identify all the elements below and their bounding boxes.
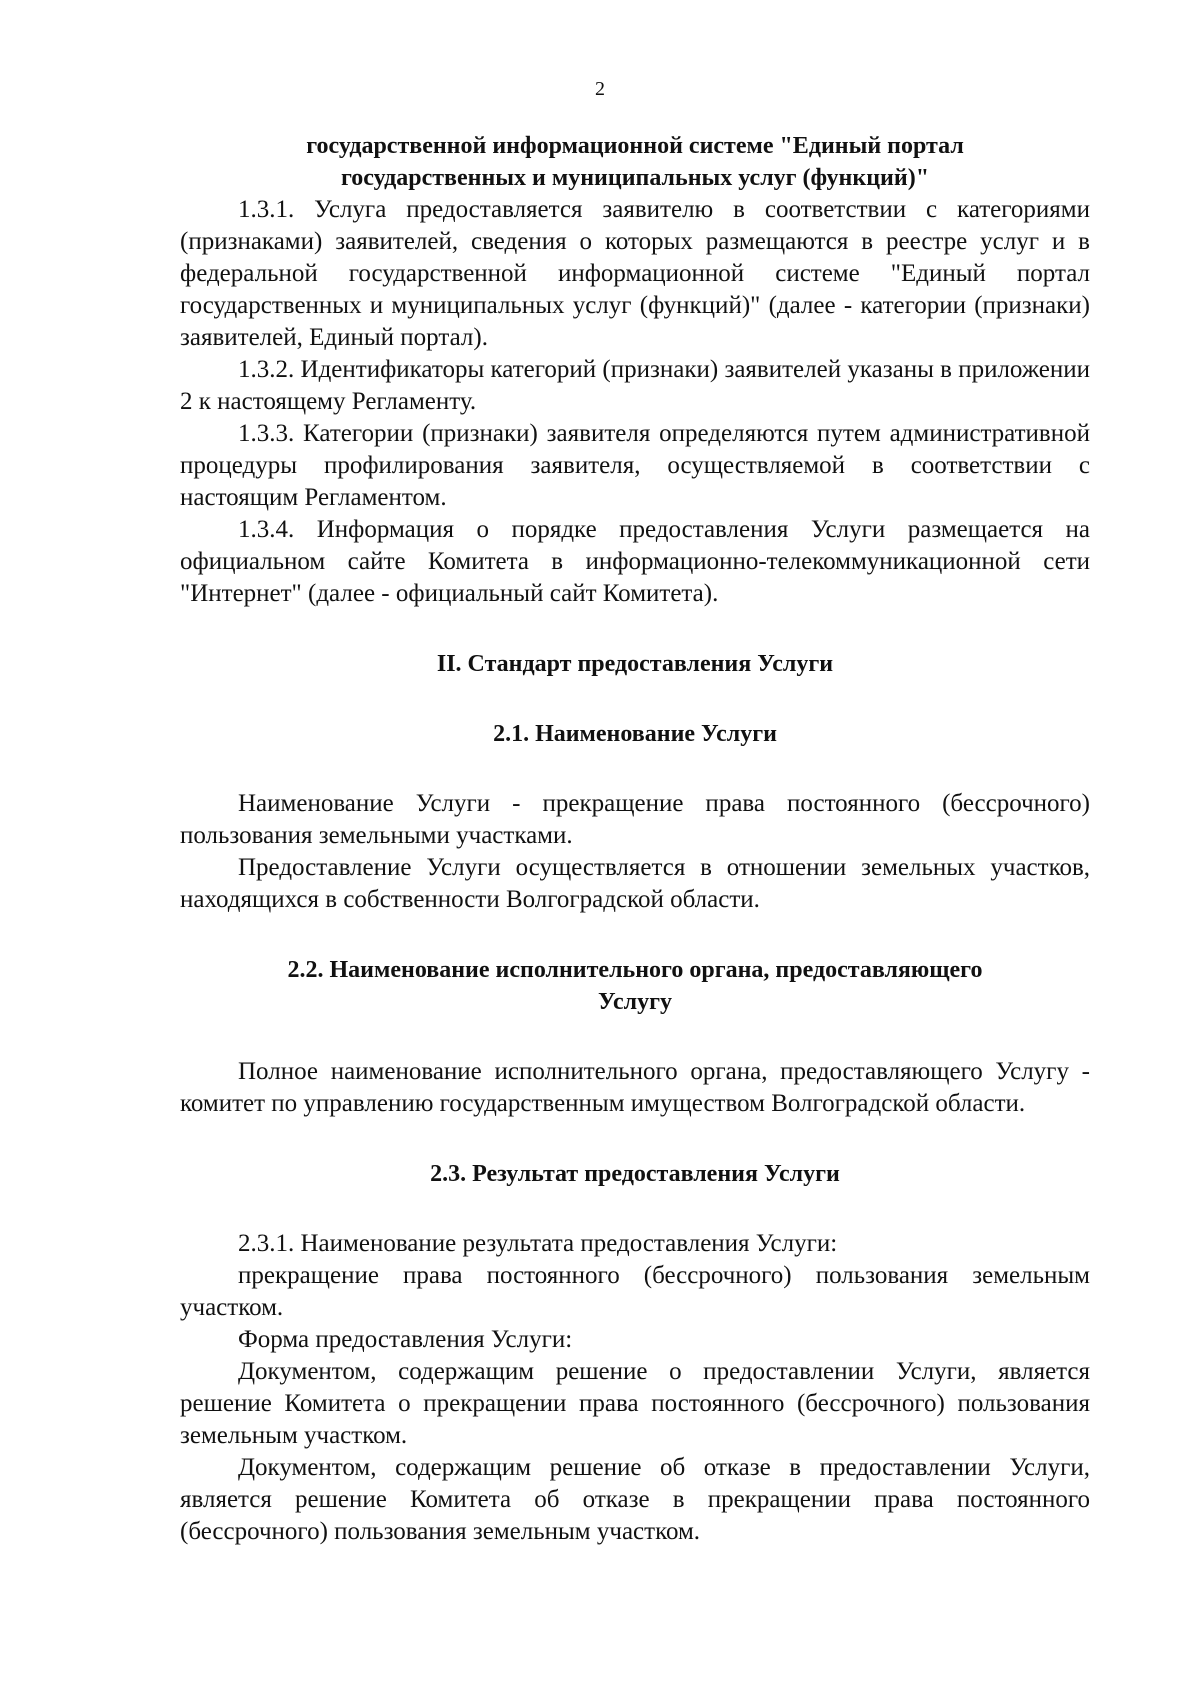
- section-2-3-paragraph-2: прекращение права постоянного (бессрочного) пользования земельным участком.: [180, 1262, 1090, 1321]
- document-body: [180, 130, 1090, 1548]
- page-number: 2: [595, 78, 605, 100]
- section-2-1-title: 2.1. Наименование Услуги: [493, 721, 777, 747]
- section-2-1-paragraph-2: Предоставление Услуги осуществляется в отношении земельных участков, находящихся в собственности Волгоградской области.: [180, 854, 1090, 913]
- paragraph-1-3-1: 1.3.1. Услуга предоставляется заявителю в соответствии с категориями (признаками) заявителей, сведения о которых размещаются в реестре услуг и в федеральной государственной информационной системе "Единый портал государственных и муниципальных услуг (функций)" (далее - категории (признаки) заявителей, Единый портал).: [180, 196, 1090, 351]
- section-2-3-title: 2.3. Результат предоставления Услуги: [430, 1161, 840, 1187]
- paragraph-1-3-2: 1.3.2. Идентификаторы категорий (признаки) заявителей указаны в приложении 2 к настоящему Регламенту.: [180, 356, 1090, 415]
- section-2-3-paragraph-1: 2.3.1. Наименование результата предоставления Услуги:: [238, 1230, 838, 1257]
- section-2-2-title-line-1: 2.2. Наименование исполнительного органа, предоставляющего: [287, 957, 983, 983]
- paragraph-1-3-4: 1.3.4. Информация о порядке предоставления Услуги размещается на официальном сайте Комитета в информационно-телекоммуникационной сети "Интернет" (далее - официальный сайт Комитета).: [180, 516, 1090, 607]
- paragraph-1-3-3: 1.3.3. Категории (признаки) заявителя определяются путем административной процедуры профилирования заявителя, осуществляемой в соответствии с настоящим Регламентом.: [180, 420, 1090, 511]
- section-2-title: II. Стандарт предоставления Услуги: [436, 651, 834, 677]
- section-2-3-paragraph-3: Форма предоставления Услуги:: [238, 1326, 573, 1353]
- heading-line-2: государственных и муниципальных услуг (функций)": [340, 165, 930, 191]
- section-2-2-title-line-2: Услугу: [597, 989, 673, 1015]
- section-2-2-paragraph-1: Полное наименование исполнительного органа, предоставляющего Услугу - комитет по управлению государственным имуществом Волгоградской области.: [180, 1058, 1090, 1117]
- heading-line-1: государственной информационной системе "Единый портал: [306, 133, 964, 159]
- section-2-3-paragraph-5: Документом, содержащим решение об отказе в предоставлении Услуги, является решение Комитета об отказе в прекращении права постоянного (бессрочного) пользования земельным участком.: [180, 1454, 1090, 1545]
- section-2-3-paragraph-4: Документом, содержащим решение о предоставлении Услуги, является решение Комитета о прекращении права постоянного (бессрочного) пользования земельным участком.: [180, 1358, 1090, 1449]
- section-2-1-paragraph-1: Наименование Услуги - прекращение права постоянного (бессрочного) пользования земельными участками.: [180, 790, 1090, 849]
